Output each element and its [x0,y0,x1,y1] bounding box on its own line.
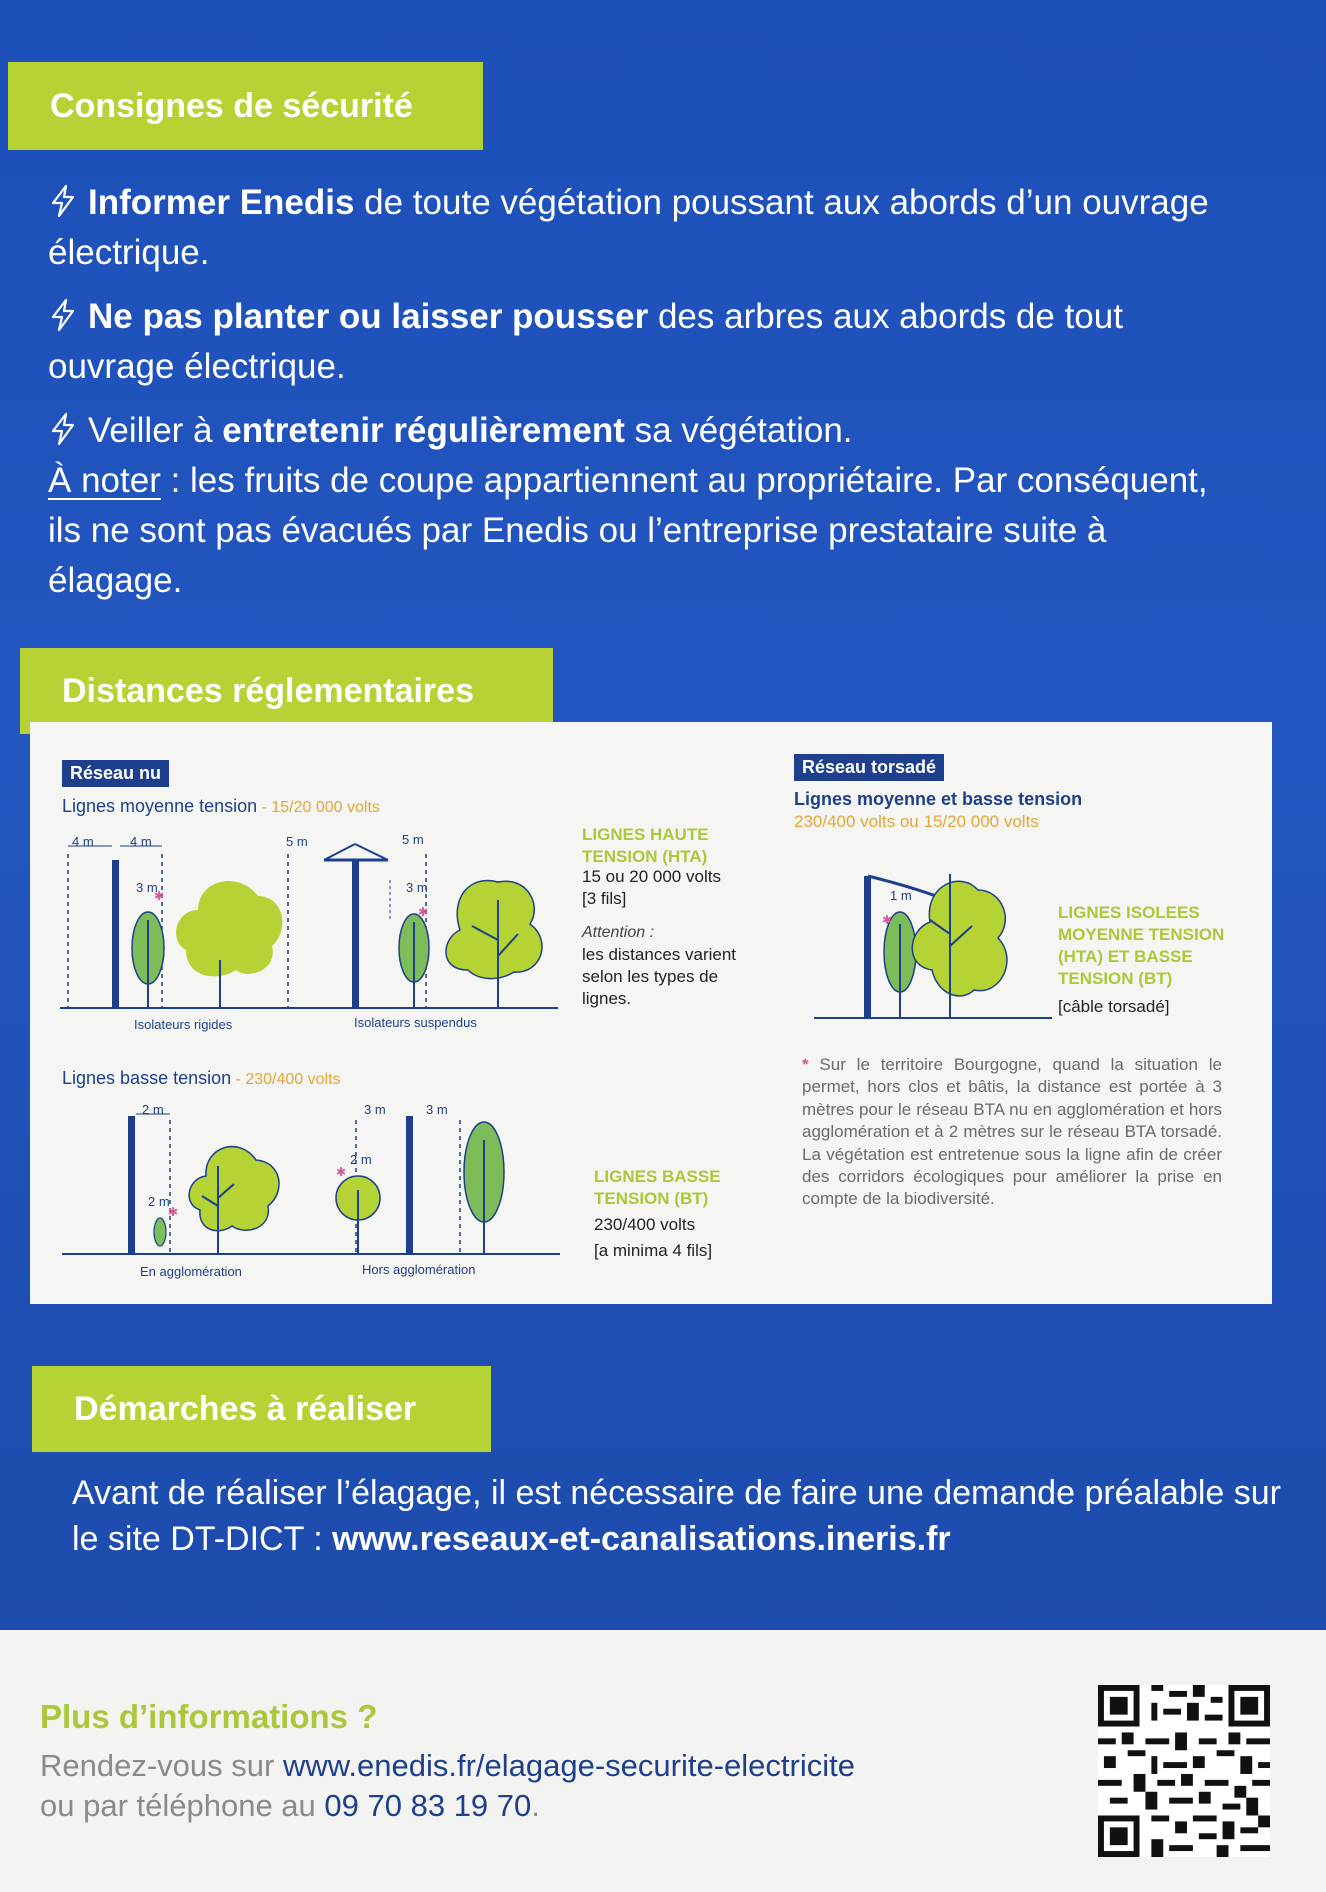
hta-title-line2: TENSION (HTA) [582,847,708,866]
iso-title-line4: TENSION (BT) [1058,969,1173,988]
lignes-mt-heading [62,796,380,817]
safety-item-2-bold: Ne pas planter ou laisser pousser [88,297,649,336]
iso-title-line3: (HTA) ET BASSE [1058,947,1193,966]
bt-illustration [60,1100,570,1260]
en-agglomeration-caption: En agglomération [140,1264,242,1279]
hta-volts: 15 ou 20 000 volts [582,867,721,886]
mt-distance-2: 4 m [130,834,152,849]
hta-title-line1: LIGNES HAUTE [582,825,709,844]
svg-text:✱: ✱ [154,889,165,903]
torsade-distance-1: 1 m [890,888,912,903]
isolateurs-suspendus-caption: Isolateurs suspendus [354,1015,477,1030]
mt-distance-4: 5 m [286,834,308,849]
attention-label: Attention : [582,924,655,941]
lignes-mbt-heading: Lignes moyenne et basse tension [794,789,1083,809]
safety-section-title [8,62,483,150]
safety-item-3-pre: Veiller à [88,411,223,450]
mt-illustration [58,830,568,1030]
iso-title-line2: MOYENNE TENSION [1058,925,1225,944]
bt-distance-2: 2 m [148,1194,170,1209]
torsade-illustration [812,846,1072,1022]
mt-distance-3: 3 m [136,880,158,895]
bt-details [594,1212,712,1264]
attention-line3: lignes. [582,989,632,1008]
lignes-bt-volts: - 230/400 volts [231,1071,341,1088]
svg-text:✱: ✱ [336,1165,347,1179]
qr-code-icon[interactable] [1098,1685,1270,1857]
hta-details [582,866,721,910]
bt-distance-1: 2 m [142,1102,164,1117]
reseau-nu-tag: Réseau nu [62,760,169,787]
svg-text:✱: ✱ [168,1205,179,1219]
lignes-mbt-volts: 230/400 volts ou 15/20 000 volts [794,812,1039,831]
safety-note [48,456,1248,606]
dt-dict-link[interactable]: www.reseaux-et-canalisations.ineris.fr [332,1520,951,1558]
svg-text:✱: ✱ [418,905,429,919]
safety-item-2-text: des arbres aux abords de tout ouvrage électrique. [48,297,1123,386]
distances-title-text: Distances réglementaires [62,671,474,710]
safety-item-3-text: sa végétation. [624,411,853,450]
steps-section-title [32,1366,491,1452]
safety-title-text: Consignes de sécurité [50,86,413,125]
enedis-website-link[interactable]: www.enedis.fr/elagage-securite-electricite [282,1748,855,1783]
lignes-bt-heading [62,1068,341,1089]
mt-distance-5: 5 m [402,832,424,847]
mt-distance-1: 4 m [72,834,94,849]
more-info-line-2-post: . [531,1788,540,1823]
iso-title-line1: LIGNES ISOLEES [1058,903,1200,922]
steps-body: Avant de réaliser l’élagage, il est nécessaire de faire une demande préalable sur le site DT-DICT : [72,1474,1282,1558]
bt-title-line1: LIGNES BASSE [594,1167,721,1186]
more-info-line-1-pre: Rendez-vous sur [40,1748,283,1783]
bt-title [594,1166,721,1210]
bt-wires: [a minima 4 fils] [594,1241,713,1260]
attention-text [582,944,736,1010]
safety-instructions [48,178,1248,620]
lightning-icon [48,296,78,330]
isolateurs-rigides-caption: Isolateurs rigides [134,1017,233,1032]
hta-wires: [3 fils] [582,889,627,908]
bt-volts: 230/400 volts [594,1215,696,1234]
mt-distance-6: 3 m [406,880,428,895]
note-text: : les fruits de coupe appartiennent au propriétaire. Par conséquent, ils ne sont pas évacués par Enedis ou l’entreprise prestataire suite à élagage. [48,461,1208,600]
bourgogne-note [802,1054,1222,1211]
iso-cable: [câble torsadé] [1058,997,1170,1016]
safety-item-1 [48,178,1248,278]
safety-item-1-text: de toute végétation poussant aux abords d’un ouvrage électrique. [48,183,1209,272]
steps-title-text: Démarches à réaliser [74,1389,417,1428]
more-info-line-1 [40,1748,855,1784]
reseau-torsade-tag: Réseau torsadé [794,754,944,781]
bourgogne-note-text: Sur le territoire Bourgogne, quand la situation le permet, hors clos et bâtis, la distance est portée à 3 mètres pour le réseau BTA nu en agglomération et hors agglomération et à 2 mètres sur le réseau BTA torsadé. La végétation est entretenue sous la ligne afin de créer des corridors écologiques pour améliorer la prise en compte de la biodiversité. [802,1055,1222,1209]
attention-line2: selon les types de [582,967,719,986]
safety-item-2 [48,292,1248,392]
bt-title-line2: TENSION (BT) [594,1189,709,1208]
steps-text [72,1470,1282,1562]
more-info-title: Plus d’informations ? [40,1698,378,1735]
note-label: À noter [48,461,161,500]
bt-distance-5: 3 m [426,1102,448,1117]
iso-title [1058,902,1224,990]
lignes-bt-text: Lignes basse tension [62,1068,232,1088]
more-info-line-2 [40,1788,540,1824]
note-star-icon: * [802,1055,809,1074]
phone-number[interactable]: 09 70 83 19 70 [324,1788,532,1823]
safety-item-3 [48,406,1248,456]
more-info-line-2-pre: ou par téléphone au [40,1788,325,1823]
lightning-icon [48,410,78,444]
bt-distance-3: 3 m [364,1102,386,1117]
hta-title [582,824,709,868]
safety-item-3-bold: entretenir régulièrement [222,411,625,450]
svg-text:✱: ✱ [882,913,893,927]
attention-line1: les distances varient [582,945,737,964]
lightning-icon [48,182,78,216]
safety-item-1-bold: Informer Enedis [88,183,355,222]
lignes-mt-volts: - 15/20 000 volts [257,799,380,816]
lignes-mt-text: Lignes moyenne tension [62,796,258,816]
bt-distance-4: 2 m [350,1152,372,1167]
hors-agglomeration-caption: Hors agglomération [362,1262,476,1277]
